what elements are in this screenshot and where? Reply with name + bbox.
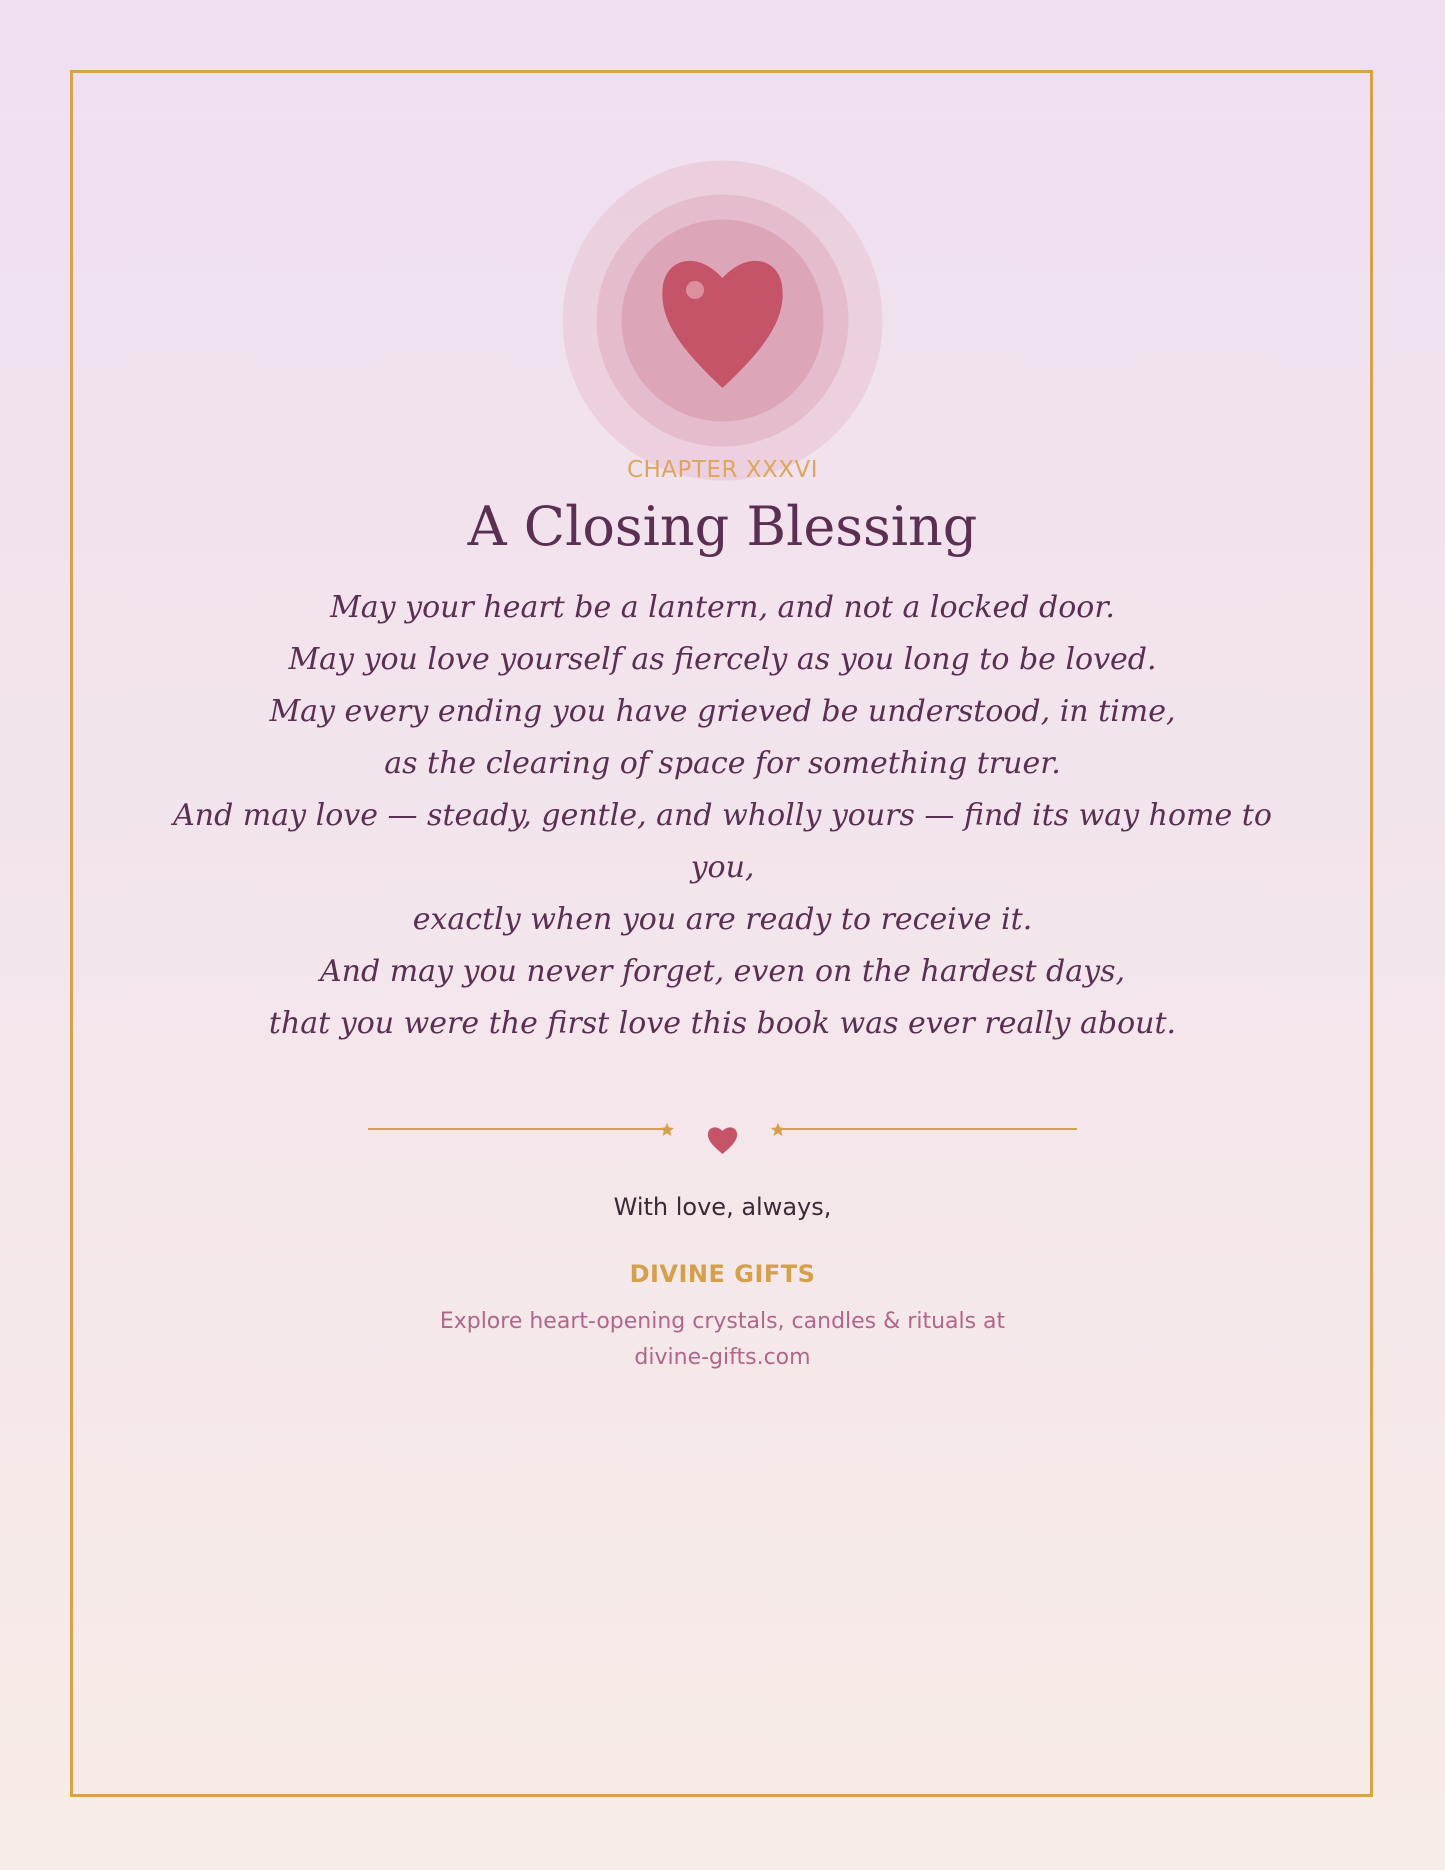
chapter-label: CHAPTER XXXVI xyxy=(626,457,819,483)
star-icon xyxy=(660,1123,674,1136)
poem-line: And may you never forget, even on the hardest days, xyxy=(319,954,1126,989)
promo-link[interactable]: divine-gifts.com xyxy=(634,1345,811,1370)
poem-line: May every ending you have grieved be understood, in time, xyxy=(269,694,1176,729)
promo-line: Explore heart-opening crystals, candles & rituals at xyxy=(439,1309,1006,1334)
blessing-poem xyxy=(170,582,1275,1050)
poem-line: that you were the first love this book was ever really about. xyxy=(268,1006,1177,1041)
poem-line: And may love — steady, gentle, and wholly yours — find its way home to xyxy=(173,798,1272,833)
signoff: With love, always, xyxy=(613,1193,832,1221)
heart-icon xyxy=(708,1127,737,1154)
poem-line: May you love yourself as fiercely as you long to be loved. xyxy=(288,642,1157,677)
poem-line: exactly when you are ready to receive it. xyxy=(412,902,1033,937)
poem-line: you, xyxy=(690,850,755,885)
heart-emblem xyxy=(562,160,883,481)
heart-highlight xyxy=(686,281,704,299)
page-title: A Closing Blessing xyxy=(467,495,978,558)
ornamental-divider xyxy=(365,1112,1080,1158)
poem-line: as the clearing of space for something truer. xyxy=(384,746,1061,781)
poem-line: May your heart be a lantern, and not a locked door. xyxy=(330,590,1115,625)
promo-text xyxy=(0,1304,1445,1376)
brand-name: DIVINE GIFTS xyxy=(629,1260,816,1288)
